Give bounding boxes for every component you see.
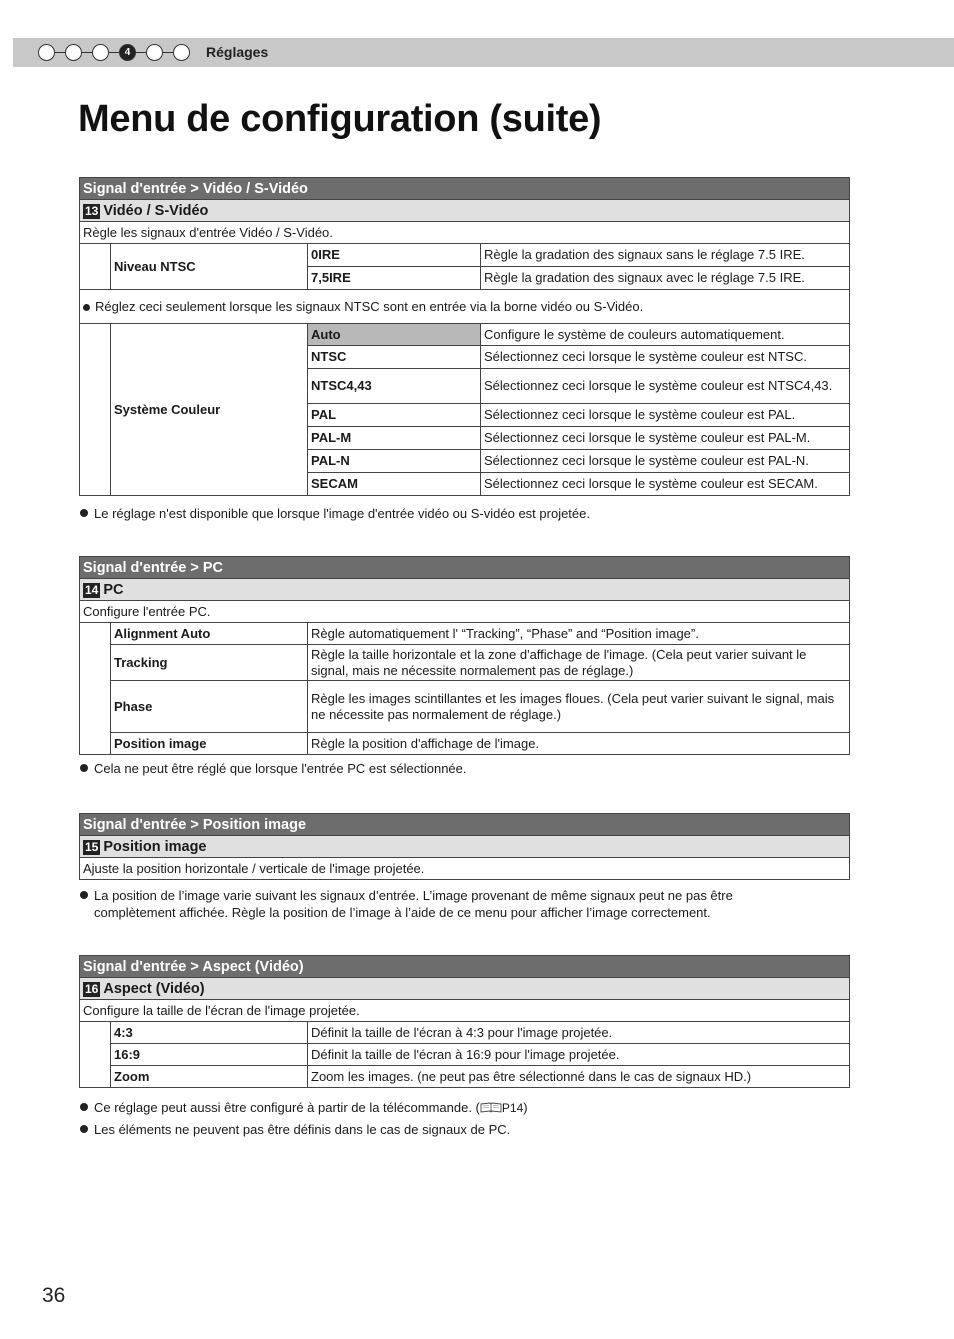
aspect-settings-table <box>79 955 850 1088</box>
bullet-icon <box>80 764 88 772</box>
bullet-icon <box>80 891 88 899</box>
chapter-dot-active: 4 <box>119 44 136 61</box>
option-description: Sélectionnez ceci lorsque le système couleur est PAL-M. <box>481 427 850 450</box>
page-title: Menu de configuration (suite) <box>78 98 602 140</box>
position-footnote: La position de l’image varie suivant les signaux d’entrée. L’image provenant de même signaux peut ne pas être complètement affichée. Règle la position de l’image à l’aide de ce menu pour afficher l’image correctement. <box>80 887 800 921</box>
item-title: 15 Position image <box>80 836 850 858</box>
item-title: 13 Vidéo / S-Vidéo <box>80 200 850 222</box>
chapter-progress <box>38 43 190 62</box>
item-description: Configure l'entrée PC. <box>80 601 850 623</box>
section-title: Signal d'entrée > PC <box>80 557 850 579</box>
chapter-dot <box>38 44 55 61</box>
chapter-header <box>13 38 954 67</box>
option-description: Règle la gradation des signaux avec le réglage 7.5 IRE. <box>481 267 850 290</box>
item-title: 14 PC <box>80 579 850 601</box>
setting-description: Règle les images scintillantes et les images floues. (Cela peut varier suivant le signal, mais ne nécessite pas normalement de réglage.) <box>308 681 850 733</box>
ntsc-note: Réglez ceci seulement lorsque les signaux NTSC sont en entrée via la borne vidéo ou S-Vidéo. <box>80 290 850 324</box>
option-name: PAL-N <box>308 450 481 473</box>
option-description: Configure le système de couleurs automatiquement. <box>481 324 850 346</box>
setting-label: Position image <box>111 733 308 755</box>
setting-label: 4:3 <box>111 1022 308 1044</box>
pc-footnote: Cela ne peut être réglé que lorsque l'entrée PC est sélectionnée. <box>80 760 467 777</box>
option-description: Sélectionnez ceci lorsque le système couleur est SECAM. <box>481 473 850 496</box>
setting-description: Règle automatiquement l' “Tracking”, “Phase” and “Position image”. <box>308 623 850 645</box>
option-description: Sélectionnez ceci lorsque le système couleur est NTSC. <box>481 346 850 369</box>
chapter-dot <box>173 44 190 61</box>
option-description: Sélectionnez ceci lorsque le système couleur est NTSC4,43. <box>481 369 850 404</box>
option-name-selected: Auto <box>308 324 481 346</box>
option-description: Règle la gradation des signaux sans le réglage 7.5 IRE. <box>481 244 850 267</box>
setting-description: Définit la taille de l'écran à 16:9 pour l'image projetée. <box>308 1044 850 1066</box>
setting-description: Règle la position d'affichage de l'image. <box>308 733 850 755</box>
aspect-footnote-1: Ce réglage peut aussi être configuré à partir de la télécommande. ( P14) <box>80 1099 528 1117</box>
setting-description: Zoom les images. (ne peut pas être sélectionné dans le cas de signaux HD.) <box>308 1066 850 1088</box>
ntsc-level-label: Niveau NTSC <box>111 244 308 290</box>
video-footnote: Le réglage n'est disponible que lorsque l'image d'entrée vidéo ou S-vidéo est projetée. <box>80 505 590 522</box>
chapter-title: Réglages <box>206 44 269 60</box>
bullet-icon <box>80 1125 88 1133</box>
item-title: 16 Aspect (Vidéo) <box>80 978 850 1000</box>
item-number-badge: 13 <box>85 203 99 218</box>
bullet-icon <box>80 1103 88 1111</box>
item-number-badge: 15 <box>85 839 99 854</box>
bullet-icon <box>80 509 88 517</box>
setting-label: Phase <box>111 681 308 733</box>
bullet-icon <box>83 304 90 311</box>
aspect-footnote-2: Les éléments ne peuvent pas être définis dans le cas de signaux de PC. <box>80 1121 510 1138</box>
section-title: Signal d'entrée > Aspect (Vidéo) <box>80 956 850 978</box>
item-number-badge: 14 <box>85 582 99 597</box>
option-name: NTSC <box>308 346 481 369</box>
chapter-dot <box>65 44 82 61</box>
item-number-badge: 16 <box>85 981 99 996</box>
section-title: Signal d'entrée > Position image <box>80 814 850 836</box>
option-name: 7,5IRE <box>308 267 481 290</box>
book-reference-icon <box>480 1102 502 1113</box>
option-name: NTSC4,43 <box>308 369 481 404</box>
option-name: SECAM <box>308 473 481 496</box>
section-title: Signal d'entrée > Vidéo / S-Vidéo <box>80 178 850 200</box>
page-number: 36 <box>42 1284 66 1307</box>
option-name: 0IRE <box>308 244 481 267</box>
page-reference-link[interactable]: P14 <box>501 1101 524 1115</box>
item-description: Règle les signaux d'entrée Vidéo / S-Vidéo. <box>80 222 850 244</box>
setting-description: Définit la taille de l'écran à 4:3 pour l'image projetée. <box>308 1022 850 1044</box>
item-description: Ajuste la position horizontale / verticale de l'image projetée. <box>80 858 850 880</box>
setting-label: Zoom <box>111 1066 308 1088</box>
setting-description: Règle la taille horizontale et la zone d'affichage de l'image. (Cela peut varier suivant le signal, mais ne nécessite normalement pas de réglage.) <box>308 645 850 681</box>
item-description: Configure la taille de l'écran de l'image projetée. <box>80 1000 850 1022</box>
chapter-dot <box>146 44 163 61</box>
setting-label: Alignment Auto <box>111 623 308 645</box>
position-settings-table <box>79 813 850 880</box>
setting-label: 16:9 <box>111 1044 308 1066</box>
option-description: Sélectionnez ceci lorsque le système couleur est PAL-N. <box>481 450 850 473</box>
option-description: Sélectionnez ceci lorsque le système couleur est PAL. <box>481 404 850 427</box>
pc-settings-table <box>79 556 850 755</box>
chapter-dot <box>92 44 109 61</box>
setting-label: Tracking <box>111 645 308 681</box>
option-name: PAL <box>308 404 481 427</box>
video-settings-table <box>79 177 850 496</box>
option-name: PAL-M <box>308 427 481 450</box>
color-system-label: Système Couleur <box>111 324 308 496</box>
